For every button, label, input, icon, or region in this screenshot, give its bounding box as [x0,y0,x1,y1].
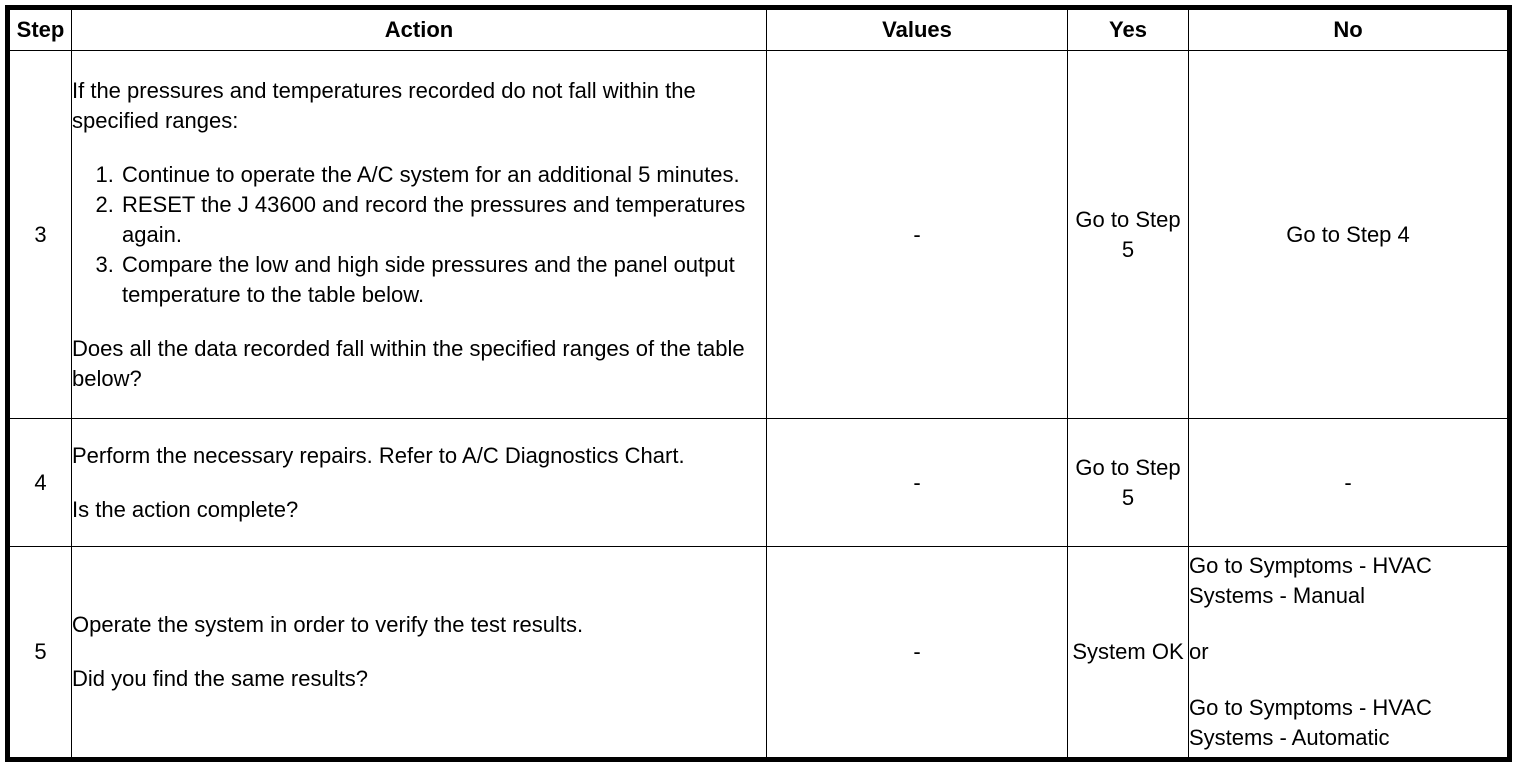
no-option-manual: Go to Symptoms - HVAC Systems - Manual [1189,553,1432,608]
no-cell [1189,547,1509,759]
no-cell: - [1189,419,1509,547]
action-intro: Perform the necessary repairs. Refer to A/C Diagnostics Chart. [72,442,685,468]
diagnostic-table [7,7,1510,760]
yes-cell: System OK [1068,547,1189,759]
step-number: 5 [9,547,72,759]
action-intro: If the pressures and temperatures recorded do not fall within the specified ranges: [72,77,696,133]
action-cell [72,51,767,419]
values-cell: - [767,547,1068,759]
action-steps-list [72,160,766,310]
header-action: Action [72,9,767,51]
action-question: Is the action complete? [72,496,299,522]
table-row-step-4 [9,419,1509,547]
header-no: No [1189,9,1509,51]
list-item: 1. Continue to operate the A/C system for an additional 5 minutes. [120,160,766,190]
action-cell [72,547,767,759]
action-intro: Operate the system in order to verify the test results. [72,612,584,637]
header-values: Values [767,9,1068,51]
table-row-step-5 [9,547,1509,759]
action-cell [72,419,767,547]
step-number: 3 [9,51,72,419]
action-question: Does all the data recorded fall within the specified ranges of the table below? [72,335,745,391]
no-or-text: or [1189,639,1209,664]
list-item: 2. RESET the J 43600 and record the pressures and temperatures again. [120,190,766,250]
list-item: 3. Compare the low and high side pressures and the panel output temperature to the table below. [120,250,766,310]
table-header-row [9,9,1509,51]
no-option-automatic: Go to Symptoms - HVAC Systems - Automatic [1189,695,1432,750]
yes-cell: Go to Step 5 [1068,51,1189,419]
step-number: 4 [9,419,72,547]
action-question: Did you find the same results? [72,666,368,691]
values-cell: - [767,51,1068,419]
header-step: Step [9,9,72,51]
values-cell: - [767,419,1068,547]
header-yes: Yes [1068,9,1189,51]
table-row-step-3 [9,51,1509,419]
no-cell: Go to Step 4 [1189,51,1509,419]
yes-cell: Go to Step 5 [1068,419,1189,547]
